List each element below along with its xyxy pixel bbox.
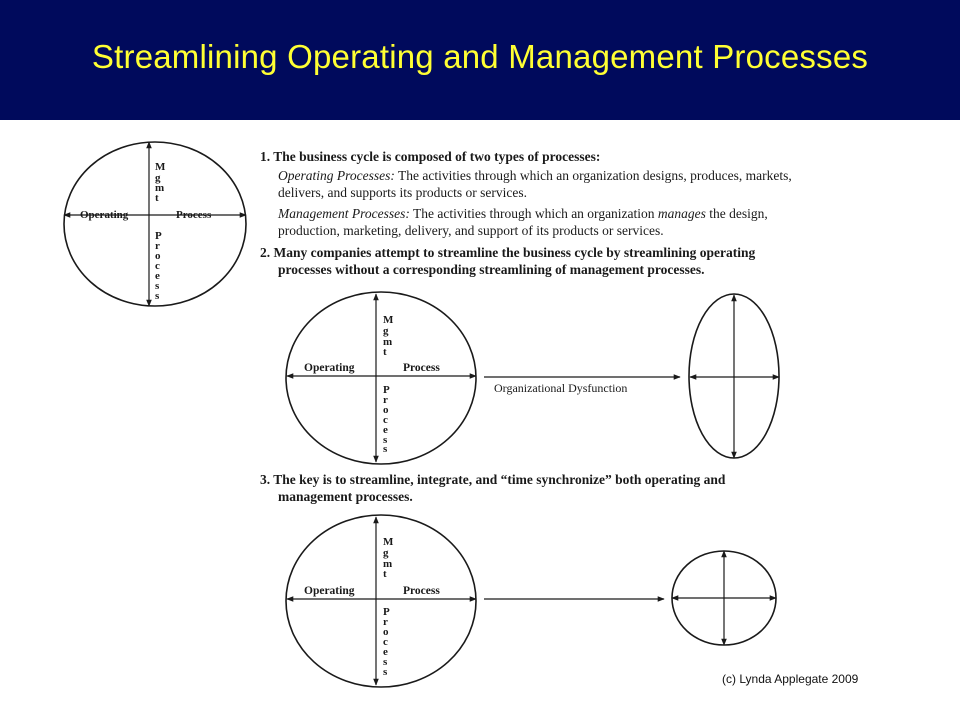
- processes-letter: o: [383, 404, 389, 416]
- synchronized-source-circle: [286, 515, 476, 687]
- processes-letter: s: [383, 656, 388, 668]
- processes-letter: P: [383, 384, 390, 396]
- mgmt-letter: g: [155, 172, 161, 184]
- mgmt-letter: g: [383, 547, 389, 559]
- business-cycle-diagram: [64, 142, 246, 306]
- item-1-management-line-2: production, marketing, delivery, and support of its products or services.: [278, 223, 664, 238]
- operating-processes-term: Operating Processes:: [278, 168, 395, 183]
- item-3-line-2: management processes.: [278, 489, 413, 504]
- management-emphasis: manages: [657, 206, 706, 221]
- processes-letter: s: [383, 443, 388, 455]
- slide-title: Streamlining Operating and Management Processes: [91, 38, 869, 75]
- dysfunction-operating-label: Operating: [304, 362, 355, 374]
- mgmt-letter: M: [155, 161, 166, 173]
- item-3-line-1: 3. The key is to streamline, integrate, and “time synchronize” both operating and: [260, 472, 726, 487]
- mgmt-letter: M: [383, 314, 394, 326]
- mgmt-letter: t: [383, 346, 387, 358]
- item-1-heading: 1. The business cycle is composed of two types of processes:: [260, 149, 601, 164]
- mgmt-letter: g: [383, 325, 389, 337]
- processes-letter: s: [383, 434, 388, 446]
- processes-letter: s: [155, 290, 160, 302]
- synchronized-operating-label: Operating: [304, 585, 355, 597]
- operating-label: Operating: [80, 209, 129, 221]
- processes-letter: e: [383, 424, 388, 436]
- processes-letter: c: [383, 414, 388, 426]
- synchronized-diagram: [286, 515, 776, 687]
- mgmt-letter: m: [383, 336, 393, 348]
- processes-letter: e: [383, 646, 388, 658]
- processes-letter: s: [383, 666, 388, 678]
- processes-letter: P: [155, 230, 162, 242]
- process-label: Process: [176, 209, 212, 221]
- mgmt-letter: t: [383, 568, 387, 580]
- processes-letter: c: [383, 636, 388, 648]
- item-1-operating-line-2: delivers, and supports its products or services.: [278, 185, 527, 200]
- mgmt-letter: t: [155, 192, 159, 204]
- mgmt-letter: m: [383, 558, 393, 570]
- dysfunction-source-circle: [286, 292, 476, 464]
- mgmt-letter: M: [383, 536, 394, 548]
- dysfunction-label: Organizational Dysfunction: [494, 381, 628, 395]
- synchronized-process-label: Process: [403, 585, 440, 597]
- item-2-line-2: processes without a corresponding streamlining of management processes.: [278, 262, 705, 277]
- management-definition-a: The activities through which an organization: [412, 206, 655, 221]
- processes-letter: c: [155, 260, 160, 272]
- processes-letter: o: [155, 250, 161, 262]
- processes-letter: o: [383, 626, 389, 638]
- processes-letter: r: [155, 240, 160, 252]
- management-processes-term: Management Processes:: [278, 206, 410, 221]
- mgmt-letter: m: [155, 182, 165, 194]
- processes-letter: P: [383, 606, 390, 618]
- operating-processes-definition: The activities through which an organization designs, produces, markets,: [398, 168, 792, 183]
- management-definition-b: the design,: [709, 206, 768, 221]
- dysfunction-diagram: [286, 292, 779, 464]
- dysfunction-process-label: Process: [403, 362, 440, 374]
- processes-letter: e: [155, 270, 160, 282]
- processes-letter: r: [383, 616, 388, 628]
- processes-letter: s: [155, 280, 160, 292]
- copyright-notice: (c) Lynda Applegate 2009: [722, 672, 859, 686]
- processes-letter: r: [383, 394, 388, 406]
- item-2-line-1: 2. Many companies attempt to streamline the business cycle by streamlining operating: [260, 245, 756, 260]
